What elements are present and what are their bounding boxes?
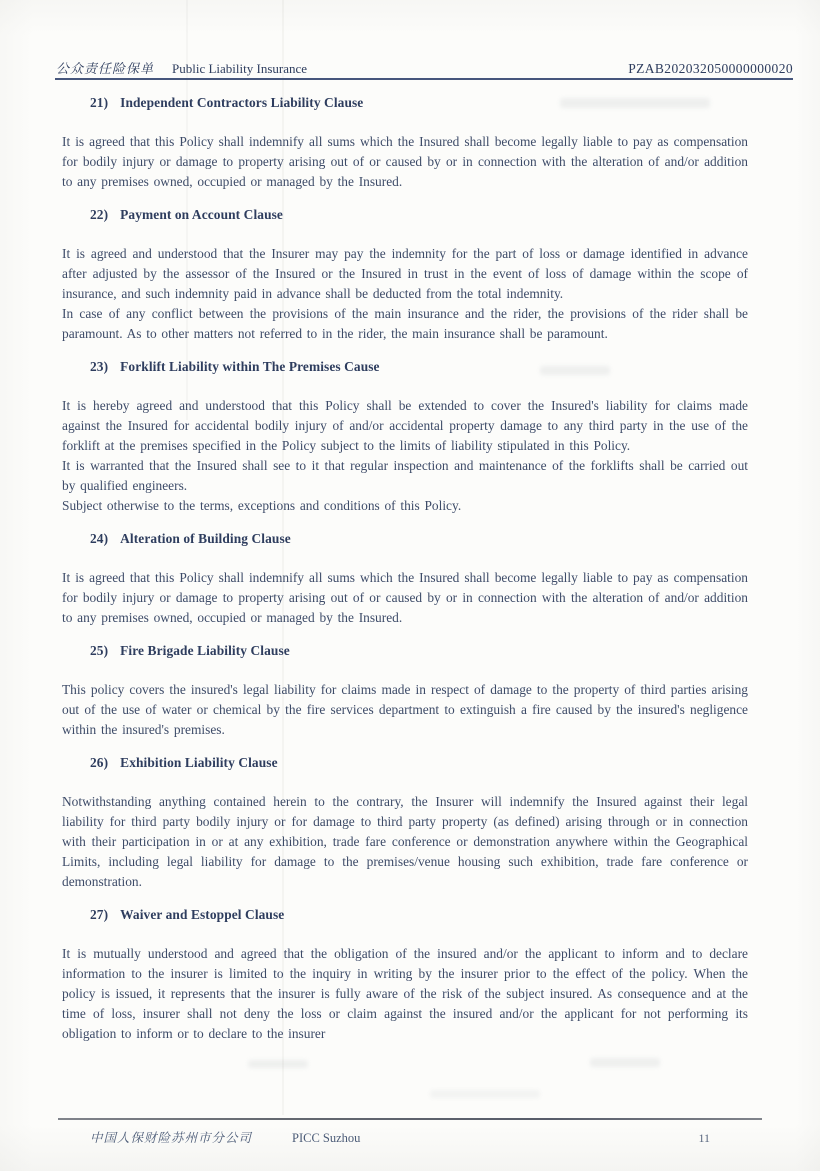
clause-heading	[90, 754, 720, 772]
clause-heading	[90, 94, 720, 112]
clause-section	[62, 642, 748, 740]
clause-paragraph: It is agreed that this Policy shall indemnify all sums which the Insured shall become legally liable to pay as compensation for bodily injury or damage to property arising out of or caused by or in connection with the alteration of and/or addition to any premises owned, occupied or managed by the Insured.	[62, 570, 748, 625]
clause-paragraph: In case of any conflict between the provisions of the main insurance and the rider, the provisions of the rider shall be paramount. As to other matters not referred to in the rider, the main insurance shall be paramount.	[62, 306, 748, 341]
clause-section	[62, 206, 748, 344]
clause-paragraph: It is hereby agreed and understood that this Policy shall be extended to cover the Insured's liability for claims made against the Insured for accidental bodily injury of and/or accidental property damage to any third party in the use of the forklift at the premises specified in the Policy subject to the limits of liability stipulated in this Policy.	[62, 398, 748, 453]
clause-heading	[90, 642, 720, 660]
policy-number: PZAB202032050000000020	[628, 61, 793, 76]
clause-title: Independent Contractors Liability Clause	[120, 95, 364, 110]
clause-paragraph: Notwithstanding anything contained herein to the contrary, the Insurer will indemnify the Insured against their legal liability for third party bodily injury or for damage to third party property (as defined) arising through or in connection with their participation in or at any exhibition, trade fare conference or demonstration anywhere within the Geographical Limits, including legal liability for damage to the premises/venue housing such exhibition, trade fare conference or demonstration.	[62, 794, 748, 889]
scan-smudge	[590, 1058, 660, 1067]
clause-paragraph: It is mutually understood and agreed that the obligation of the insured and/or the applicant to inform and to declare information to the insurer is limited to the inquiry in writing by the insurer prior to the effect of the policy. When the policy is issued, it represents that the insurer is fully aware of the risk of the subject insured. As consequence and at the time of loss, insurer shall not deny the loss or claim against the insured and/or the applicant for not performing its obligation to inform or to declare to the insurer	[62, 946, 748, 1041]
clause-number: 26)	[90, 755, 109, 770]
clause-section	[62, 530, 748, 628]
clause-paragraph: It is warranted that the Insured shall see to it that regular inspection and maintenance of the forklifts shall be carried out by qualified engineers.	[62, 458, 748, 493]
scan-smudge	[430, 1090, 540, 1098]
clause-paragraph: It is agreed that this Policy shall indemnify all sums which the Insured shall become legally liable to pay as compensation for bodily injury or damage to property arising out of or caused by or in connection with the alteration of and/or addition to any premises owned, occupied or managed by the Insured.	[62, 134, 748, 189]
header-title-chinese: 公众责任险保单	[56, 61, 155, 76]
clause-number: 25)	[90, 643, 109, 658]
clause-section	[62, 906, 748, 1044]
clause-heading	[90, 530, 720, 548]
clause-paragraph: Subject otherwise to the terms, exceptions and conditions of this Policy.	[62, 498, 462, 513]
clause-number: 27)	[90, 907, 109, 922]
clause-paragraph: This policy covers the insured's legal liability for claims made in respect of damage to the property of third parties arising out of the use of water or chemical by the fire services department to extinguish a fire caused by the insured's negligence within the insured's premises.	[62, 682, 748, 737]
clause-heading	[90, 906, 720, 924]
footer-company-chinese: 中国人保财险苏州市分公司	[90, 1131, 253, 1145]
clauses-container	[62, 94, 748, 1058]
clause-title: Alteration of Building Clause	[120, 531, 291, 546]
page-footer	[90, 1128, 730, 1146]
clause-title: Payment on Account Clause	[120, 207, 283, 222]
clause-heading	[90, 358, 720, 376]
page-number: 11	[698, 1131, 710, 1145]
clause-paragraph: It is agreed and understood that the Insurer may pay the indemnity for the part of loss or damage identified in advance after adjusted by the assessor of the Insured or the Insured in trust in the event of loss of damage within the scope of insurance, and such indemnity paid in advance shall be deducted from the total indemnity.	[62, 246, 748, 301]
clause-heading	[90, 206, 720, 224]
header-title-english: Public Liability Insurance	[172, 61, 308, 76]
clause-section	[62, 94, 748, 192]
page-header	[56, 58, 793, 77]
clause-number: 21)	[90, 95, 109, 110]
footer-company-english: PICC Suzhou	[292, 1131, 361, 1145]
clause-section	[62, 754, 748, 892]
clause-number: 24)	[90, 531, 109, 546]
footer-rule	[58, 1118, 762, 1120]
clause-title: Exhibition Liability Clause	[120, 755, 278, 770]
clause-number: 22)	[90, 207, 109, 222]
clause-number: 23)	[90, 359, 109, 374]
scan-smudge	[248, 1060, 308, 1068]
clause-title: Waiver and Estoppel Clause	[120, 907, 285, 922]
clause-title: Forklift Liability within The Premises Cause	[120, 359, 380, 374]
clause-section	[62, 358, 748, 516]
clause-title: Fire Brigade Liability Clause	[120, 643, 290, 658]
header-rule	[55, 78, 793, 80]
